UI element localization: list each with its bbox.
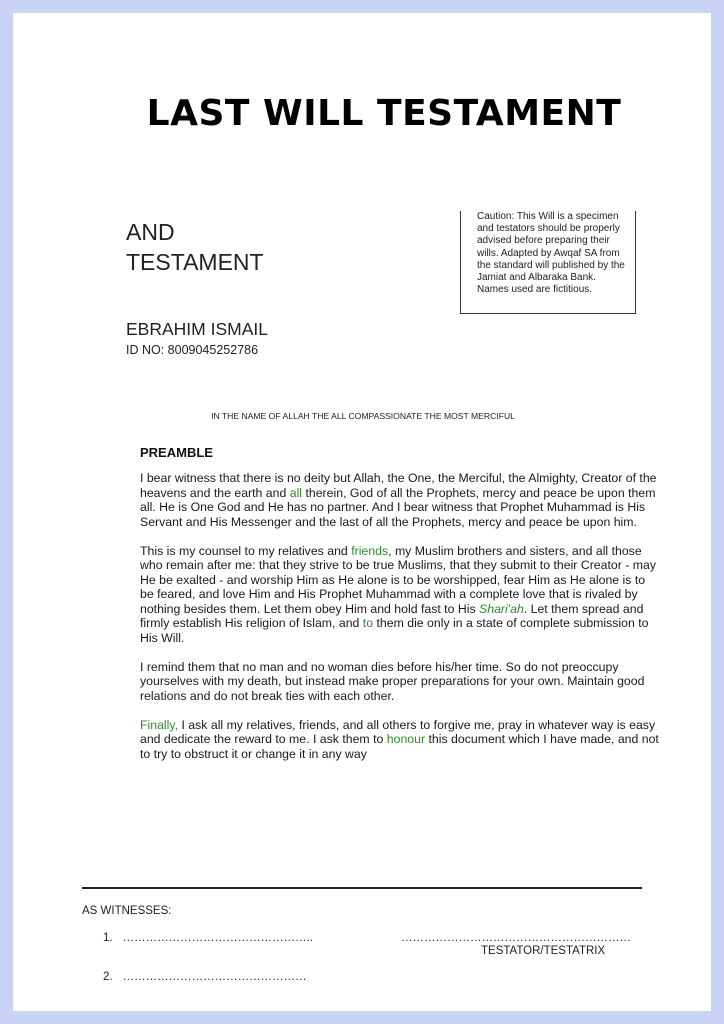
witnesses-label: AS WITNESSES: xyxy=(82,905,172,917)
highlighted-word: Shari'ah xyxy=(479,601,524,616)
highlighted-word: friends xyxy=(351,543,389,558)
testator-signature-line[interactable]: …………………………………………………… xyxy=(401,932,631,944)
preamble-heading: PREAMBLE xyxy=(140,445,213,460)
preamble-body xyxy=(140,471,660,776)
witness-1-dots: ………………………………………….. xyxy=(122,932,313,944)
subtitle-and: AND xyxy=(126,219,175,245)
highlighted-word: to xyxy=(362,616,374,630)
signature-divider xyxy=(82,887,642,889)
paragraph-1: I bear witness that there is no deity but Allah, the One, the Merciful, the Almighty, Creator of the heavens and the earth and all therein, God of all the Prophets, mercy and peace be upon them all. He is One God and He has no partner. And I bear witness that Prophet Muhammad is His Servant and His Messenger and the last of all the Prophets, mercy and peace be upon him. xyxy=(140,471,657,529)
caution-box: Caution: This Will is a specimen and testators should be properly advised before preparing their wills. Adapted by Awqaf SA from the standard will published by the Jamiat and Albaraka Bank. Names used are fictitious. xyxy=(460,211,636,314)
highlighted-word: Finally, xyxy=(140,717,179,732)
witness-2-line[interactable] xyxy=(103,971,307,983)
bismillah-line: IN THE NAME OF ALLAH THE ALL COMPASSIONATE THE MOST MERCIFUL xyxy=(211,411,515,421)
document-page xyxy=(13,13,711,1011)
document-title: LAST WILL TESTAMENT xyxy=(146,93,622,134)
paragraph-4: Finally, I ask all my relatives, friends, and all others to forgive me, pray in whatever way is easy and dedicate the reward to me. I ask them to honour this document which I have made, and not to try to obstruct it or change it in any way xyxy=(140,717,659,761)
testator-name: EBRAHIM ISMAIL xyxy=(126,319,268,339)
testator-label: TESTATOR/TESTATRIX xyxy=(481,945,606,957)
paragraph-2: This is my counsel to my relatives and friends, my Muslim brothers and sisters, and all those who remain after me: that they strive to be true Muslims, that they submit to their Creator - may He be exalted - and worship Him as He alone is to be worshipped, fear Him as He alone is to be feared, and love Him and His Prophet Muhammad with a complete love that is rivaled by nothing besides them. Let them obey Him and hold fast to His Shari'ah. Let them spread and firmly establish His religion of Islam, and to them die only in a state of complete submission to His Will. xyxy=(140,543,656,645)
paragraph-3: I remind them that no man and no woman dies before his/her time. So do not preoccupy yourselves with my death, but instead make proper preparations for your own. Maintain good relations and do not break ties with each other. xyxy=(140,659,645,703)
testator-id: ID NO: 8009045252786 xyxy=(126,343,259,357)
witness-1-line[interactable] xyxy=(103,932,313,944)
witness-1-number: 1. xyxy=(103,932,113,944)
highlighted-word: honour xyxy=(386,732,426,746)
witness-2-dots: ………………………………………… xyxy=(122,971,307,983)
subtitle-block xyxy=(126,217,264,277)
witness-2-number: 2. xyxy=(103,971,113,983)
subtitle-testament: TESTAMENT xyxy=(126,249,264,275)
highlighted-word: all xyxy=(289,485,303,500)
